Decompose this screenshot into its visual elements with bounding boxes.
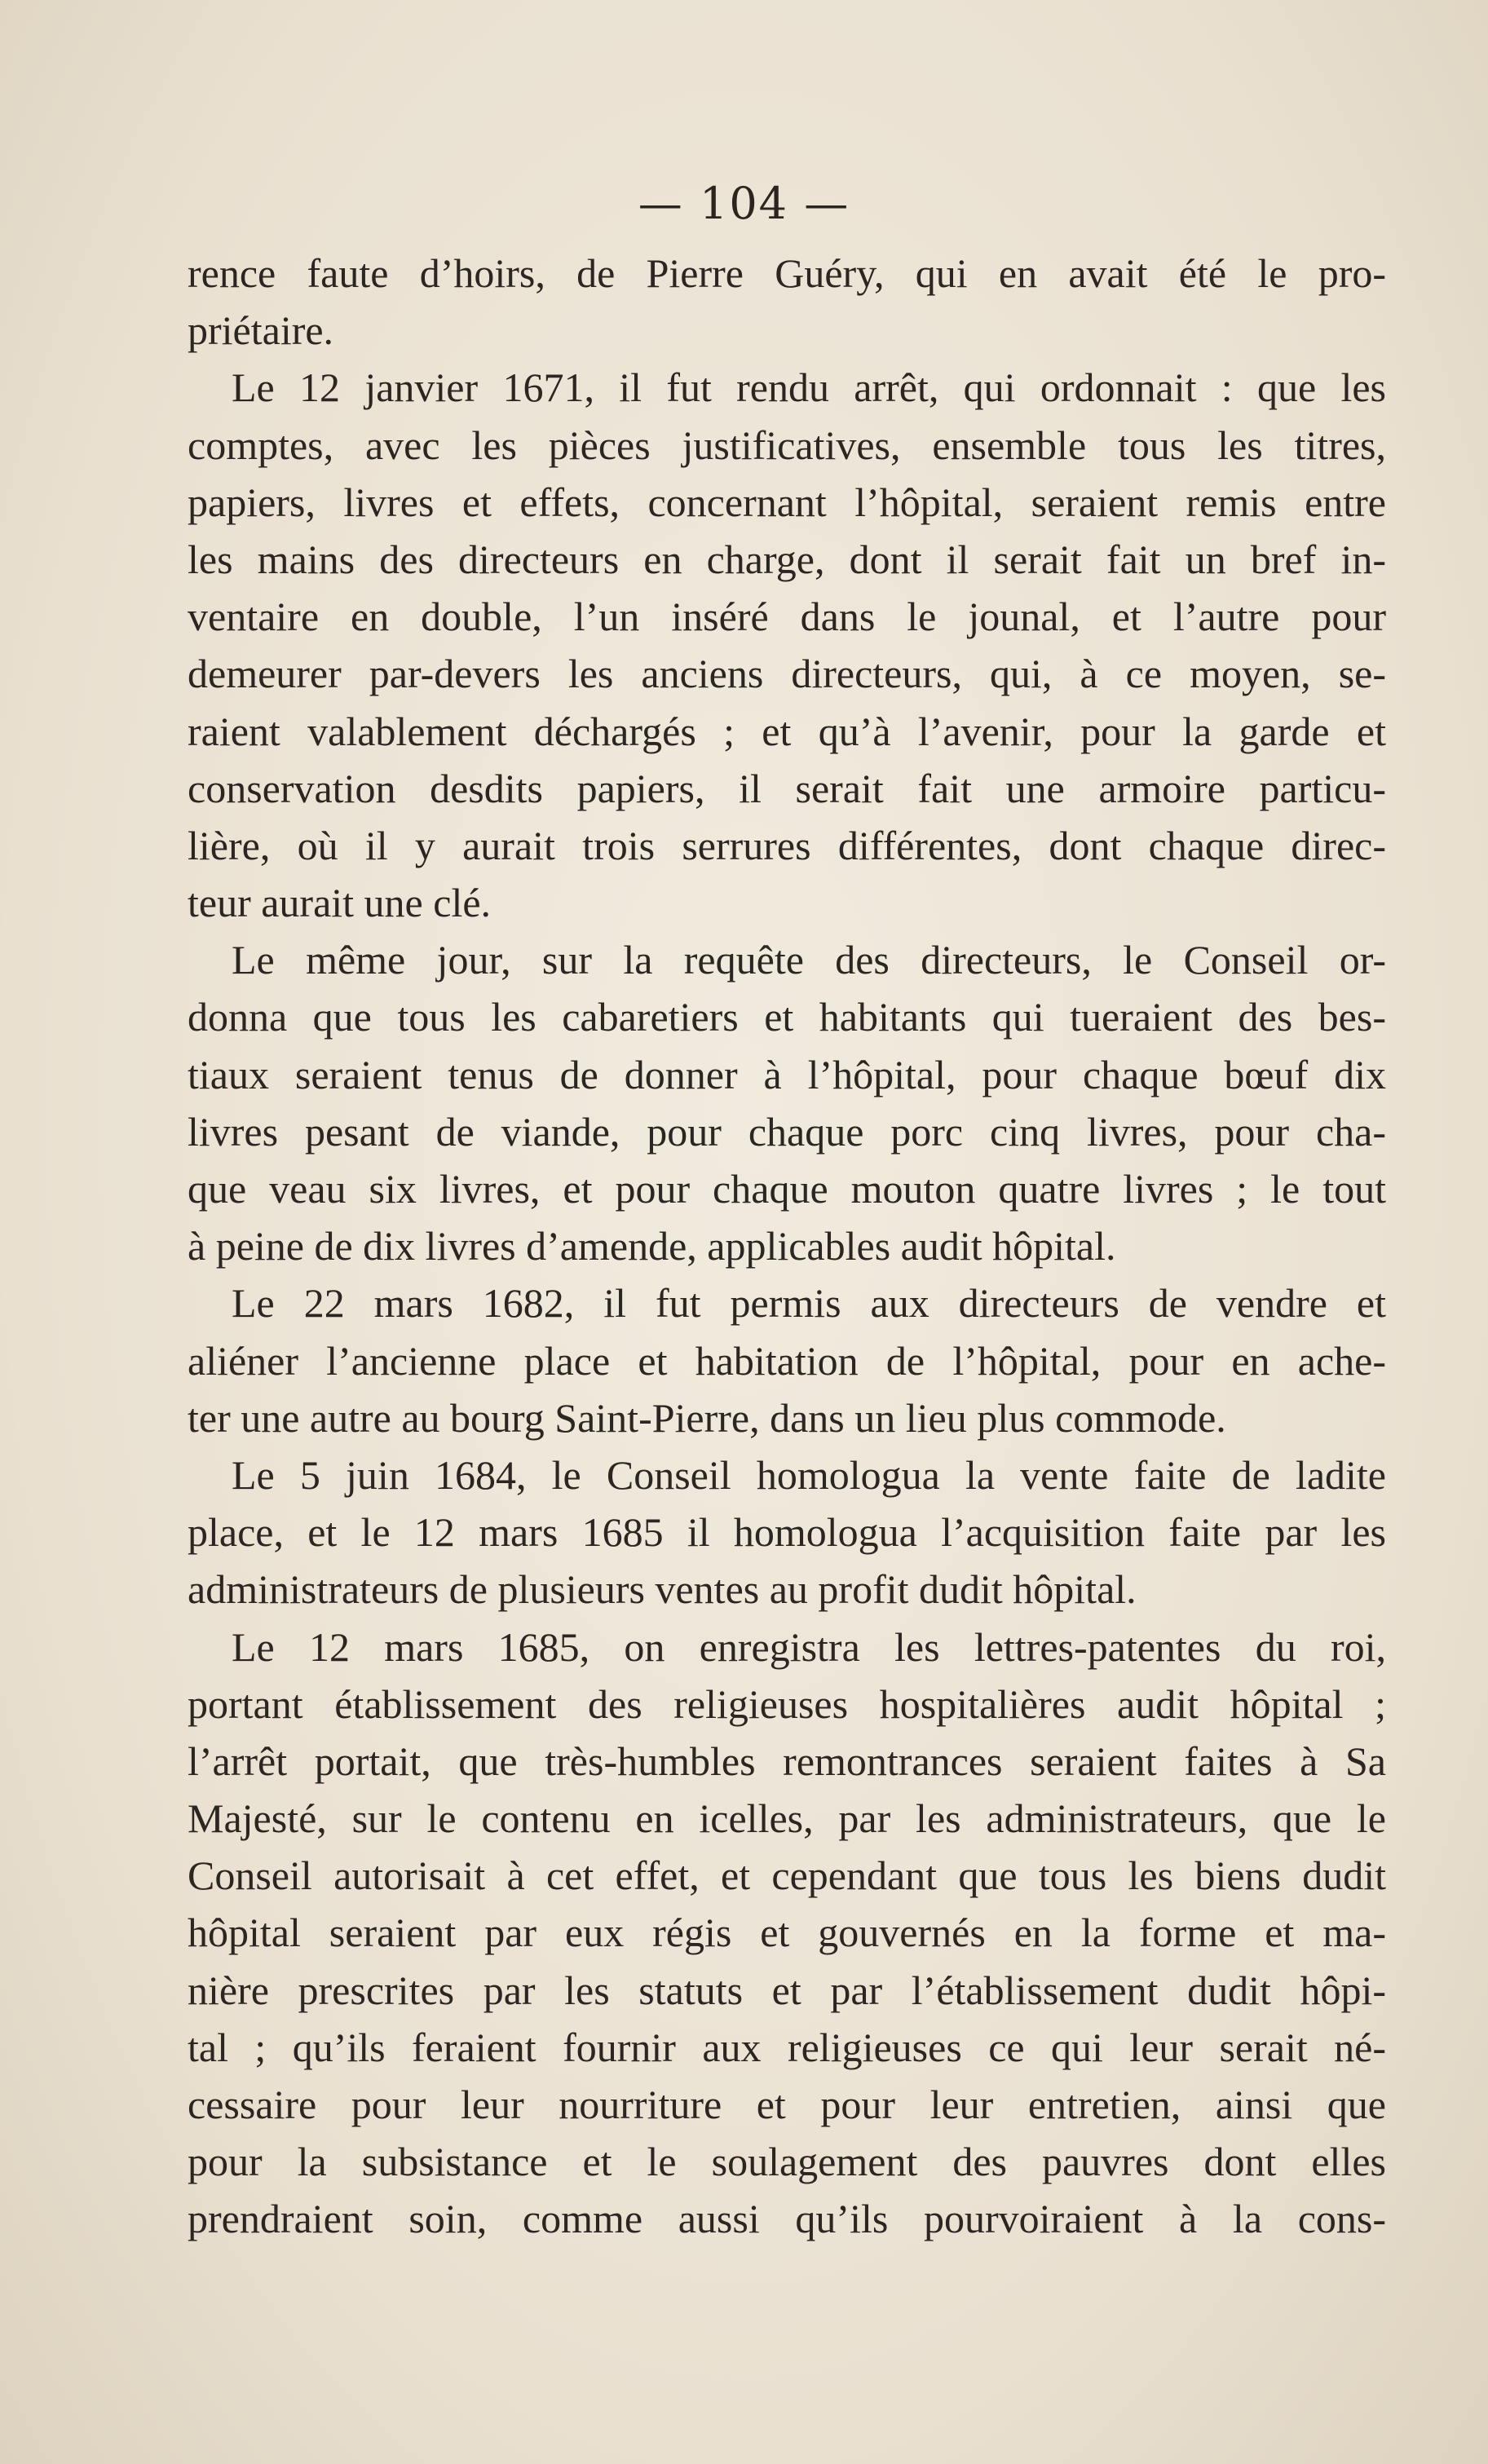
text-line: nière prescrites par les statuts et par l’établissement dudit hôpi- <box>188 1967 1386 2013</box>
text-line: raient valablement déchargés ; et qu’à l’avenir, pour la garde et <box>188 708 1386 754</box>
text-line: l’arrêt portait, que très-humbles remontrances seraient faites à Sa <box>188 1738 1386 1784</box>
text-line: ventaire en double, l’un inséré dans le jounal, et l’autre pour <box>188 594 1386 640</box>
text-line: hôpital seraient par eux régis et gouvernés en la forme et ma- <box>188 1910 1386 1956</box>
text-line: prendraient soin, comme aussi qu’ils pourvoiraient à la cons- <box>188 2196 1386 2242</box>
text-line: livres pesant de viande, pour chaque porc cinq livres, pour cha- <box>188 1108 1386 1155</box>
text-line: place, et le 12 mars 1685 il homologua l’acquisition faite par les <box>188 1509 1386 1556</box>
text-line: tiaux seraient tenus de donner à l’hôpital, pour chaque bœuf dix <box>188 1051 1386 1097</box>
text-line: priétaire. <box>188 307 334 354</box>
text-line: rence faute d’hoirs, de Pierre Guéry, qui en avait été le pro- <box>188 250 1386 296</box>
text-line: pour la subsistance et le soulagement des pauvres dont elles <box>188 2139 1386 2185</box>
text-line: que veau six livres, et pour chaque mouton quatre livres ; le tout <box>188 1166 1386 1212</box>
text-line: aliéner l’ancienne place et habitation de l’hôpital, pour en ache- <box>188 1337 1386 1384</box>
text-line: Le même jour, sur la requête des directeurs, le Conseil or- <box>232 937 1386 983</box>
text-line: Majesté, sur le contenu en icelles, par les administrateurs, que le <box>188 1795 1386 1842</box>
text-line: papiers, livres et effets, concernant l’hôpital, seraient remis entre <box>188 479 1386 525</box>
text-line: comptes, avec les pièces justificatives, ensemble tous les titres, <box>188 422 1386 468</box>
text-line: ter une autre au bourg Saint-Pierre, dans un lieu plus commode. <box>188 1394 1226 1441</box>
text-line: tal ; qu’ils feraient fournir aux religieuses ce qui leur serait né- <box>188 2024 1386 2070</box>
text-line: demeurer par-devers les anciens directeurs, qui, à ce moyen, se- <box>188 651 1386 697</box>
text-line: teur aurait une clé. <box>188 880 492 926</box>
text-line: portant établissement des religieuses hospitalières audit hôpital ; <box>188 1680 1386 1727</box>
text-line: lière, où il y aurait trois serrures différentes, dont chaque direc- <box>188 822 1386 868</box>
text-line: donna que tous les cabaretiers et habitants qui tueraient des bes- <box>188 994 1386 1040</box>
text-line: à peine de dix livres d’amende, applicables audit hôpital. <box>188 1223 1116 1270</box>
text-line: les mains des directeurs en charge, dont il serait fait un bref in- <box>188 536 1386 582</box>
page-number: — 104 — <box>638 178 850 229</box>
text-line: administrateurs de plusieurs ventes au profit dudit hôpital. <box>188 1566 1137 1613</box>
text-line: Conseil autorisait à cet effet, et cependant que tous les biens dudit <box>188 1852 1386 1899</box>
text-line: Le 5 juin 1684, le Conseil homologua la vente faite de ladite <box>232 1451 1386 1498</box>
body-text <box>188 245 1386 2248</box>
text-line: Le 12 janvier 1671, il fut rendu arrêt, qui ordonnait : que les <box>232 364 1386 411</box>
text-line: conservation desdits papiers, il serait fait une armoire particu- <box>188 765 1386 811</box>
text-line: Le 12 mars 1685, on enregistra les lettres-patentes du roi, <box>232 1623 1386 1670</box>
text-line: Le 22 mars 1682, il fut permis aux directeurs de vendre et <box>232 1280 1386 1327</box>
text-line: cessaire pour leur nourriture et pour leur entretien, ainsi que <box>188 2082 1386 2127</box>
